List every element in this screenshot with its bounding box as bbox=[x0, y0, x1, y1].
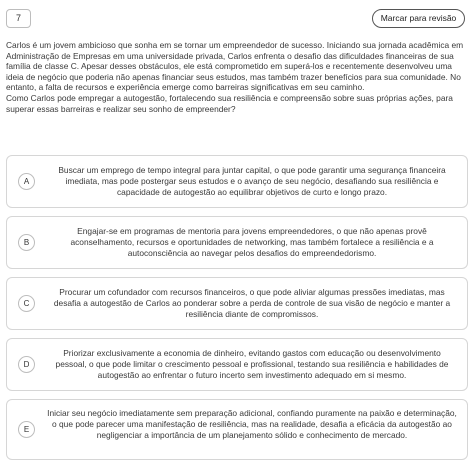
option-letter: B bbox=[18, 234, 35, 251]
question-prompt: Como Carlos pode empregar a autogestão, fortalecendo sua resiliência e compreensão sobre suas próprias ações, para superar essas barreiras e realizar seu sonho de empreender? bbox=[6, 92, 453, 114]
option-letter: A bbox=[18, 173, 35, 190]
option-letter: C bbox=[18, 295, 35, 312]
option-c[interactable] bbox=[6, 277, 468, 330]
option-text: Procurar um cofundador com recursos financeiros, o que pode aliviar algumas pressões imediatas, mas desafia a autogestão de Carlos ao ponderar sobre a perda de controle de sua visão de negócio e manter a resiliência diante de compromissos. bbox=[53, 287, 451, 319]
option-text: Engajar-se em programas de mentoria para jovens empreendedores, o que não apenas provê aconselhamento, recursos e oportunidades de networking, mas também fortalece a resiliência e a autoconsciência ao navegar pelos desafios do empreendedorismo. bbox=[70, 226, 434, 258]
mark-for-review-button[interactable]: Marcar para revisão bbox=[372, 9, 465, 28]
option-b[interactable] bbox=[6, 216, 468, 269]
question-paragraph: Carlos é um jovem ambicioso que sonha em se tornar um empreendedor de sucesso. Iniciando sua jornada acadêmica em Administração de Empresas em uma universidade privada, Carlos enfrenta o desafio das dificuldades financeiras de sua família de classe C. Apesar desses obstáculos, ele está comprometido em superá-los e recentemente desenvolveu uma ideia de negócio que poderia não apenas financiar seus estudos, mas também trazer benefícios para sua comunidade. No entanto, a falta de recursos e experiência emerge como barreiras significativas em seu caminho. bbox=[6, 40, 464, 93]
option-letter: D bbox=[18, 356, 35, 373]
option-text: Priorizar exclusivamente a economia de dinheiro, evitando gastos com educação ou desenvolvimento pessoal, o que pode limitar o crescimento pessoal e profissional, testando sua resiliência e habilidades de autogestão ao enfrentar o futuro incerto sem investimento adequado em si mesmo. bbox=[55, 348, 449, 380]
option-text: Buscar um emprego de tempo integral para juntar capital, o que pode garantir uma segurança financeira imediata, mas pode postergar seus estudos e o avanço de seu negócio, desafiando sua resiliência e capacidade de autogestão ao equilibrar objetivos de curto e longo prazo. bbox=[58, 165, 446, 197]
question-header bbox=[0, 0, 474, 36]
question-number-badge: 7 bbox=[6, 9, 31, 28]
option-a[interactable] bbox=[6, 155, 468, 208]
option-letter: E bbox=[18, 421, 35, 438]
question-stem bbox=[6, 40, 468, 114]
option-text: Iniciar seu negócio imediatamente sem preparação adicional, confiando puramente na paixão e determinação, o que pode parecer uma manifestação de resiliência, mas na realidade, desafia a eficácia da autogestão ao negligenciar a importância de um planejamento sólido e conhecimento de mercado. bbox=[47, 408, 457, 440]
option-d[interactable] bbox=[6, 338, 468, 391]
option-e[interactable] bbox=[6, 399, 468, 460]
